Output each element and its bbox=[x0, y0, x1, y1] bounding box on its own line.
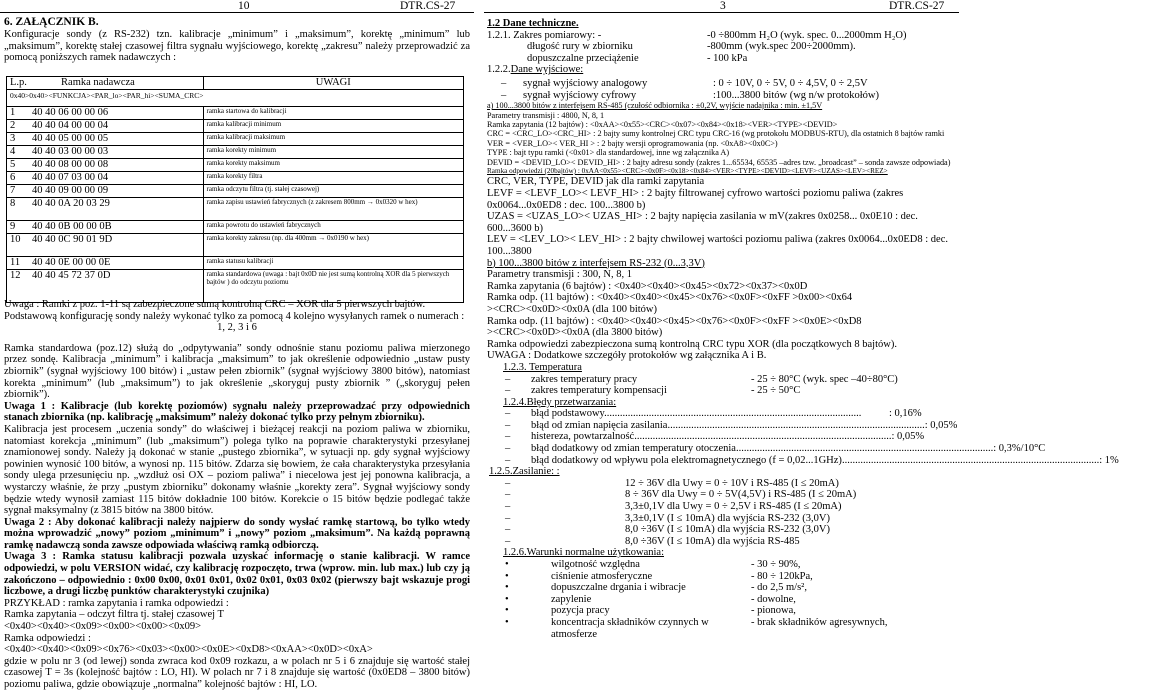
table-row bbox=[7, 270, 464, 303]
list-item: – 8,0 ÷36V (I ≤ 10mA) dla wyjścia RS-485 bbox=[505, 535, 800, 547]
left-page-number: 10 bbox=[238, 0, 250, 12]
list-item: – 3,3±0,1V (I ≤ 10mA) dla wyjścia RS-232 (3,0V) bbox=[505, 512, 830, 524]
tube-length-row: długość rury w zbiorniku -800mm (wyk.spec 200÷2000mm). bbox=[527, 41, 856, 53]
list-item: • pozycja pracy - pionowa, bbox=[505, 605, 796, 617]
right-doc-code: DTR.CS-27 bbox=[889, 0, 945, 12]
frames-table bbox=[6, 76, 464, 303]
table-row bbox=[7, 234, 464, 257]
proto-b-resp-3800: Ramka odp. (11 bajtów) : <0x40><0x40><0x45><0x76><0x0F><0xFF ><0x0E><0xD8 bbox=[487, 315, 862, 327]
frame-note-cell: ramka zapisu ustawień fabrycznych (z zakresem 800mm → 0x0320 w hex) bbox=[203, 198, 464, 221]
frame-note-cell: ramka powrotu do ustawień fabrycznych bbox=[203, 221, 464, 234]
list-item: – histereza, powtarzalność.................................................................................................. : 0,05% bbox=[505, 431, 925, 443]
after-table-block bbox=[4, 299, 470, 691]
list-item: – 8,0 ÷36V (I ≤ 10mA) dla wyjścia RS-232 (3,0V) bbox=[505, 524, 830, 536]
proto-b-resp-100-end: ><CRC><0x0D><0x0A (dla 100 bitów) bbox=[487, 303, 657, 315]
list-item: – błąd dodatkowy od zmian temperatury otoczenia.................................................................................................. : 0,3%/10°C bbox=[505, 443, 1046, 455]
intro-text: Konfiguracje sondy (z RS-232) tzn. kalibracje „minimum” i „maksimum”, korektę „minimum” lub „maksimum”, korektę stałej czasowej filtra sygnału wyjściowego, korektę „zakresu” należy przeprowadzić za pomocą poniższych ramek nadawczych : bbox=[4, 29, 470, 64]
temp-work-row: – zakres temperatury pracy - 25 ÷ 80°C (wyk. spec –40÷80°C) bbox=[505, 373, 898, 385]
table-row bbox=[7, 133, 464, 146]
table-row bbox=[7, 172, 464, 185]
standard-frame-paragraph: Ramka standardowa (poz.12) służą do „odpytywania” sondy odnośnie stanu poziomu paliwa mierzonego przez sondę. Kalibracja „minimum” i kalibracja „maksimum” to jak określenie odpowiednio „ustaw pusty zbiornik” (sygnał wyjściowy 100 bitów) i „ustaw pełen zbiornik” (sygnał wyjściowy 3800 bitów), natomiast korekta „minimum” (lub „maksimum”) to jak określenie „skoryguj pusty zbiornik ” („skoryguj pełen zbiornik”). bbox=[4, 342, 470, 401]
proto-a-response: Ramka odpowiedzi (20bajtów) : 0xAA<0x55><CRC><0x0F><0x18><0x84><VER><TYPE><DEVID><LEVF><UZAS><LEV><REZ> bbox=[487, 167, 888, 175]
frame-note-cell: ramka startowa do kalibracji bbox=[203, 107, 464, 120]
left-header-rule bbox=[0, 12, 474, 13]
uwaga-3: Uwaga 3 : Ramka statusu kalibracji pozwala uzyskać informację o stanie kalibracji. W ramce odpowiedzi, w polu VERSION widać, czy kalibrację rozpoczęto, trwa (wprow. min. lub max.) lub czy ją zakończono – odpowiednio : 0x00 0x00, 0x01 0x01, 0x02 0x01, 0x03 0x02 (pierwszy bajt wskazuje progi liczbowe, a drugi liczbę punktów charakterystyki czujnika) bbox=[4, 551, 470, 598]
frame-code-cell: 4 40 40 03 00 00 03 bbox=[7, 146, 204, 159]
frame-note-cell: ramka kalibracji minimum bbox=[203, 120, 464, 133]
table-row bbox=[7, 107, 464, 120]
proto-a-devid: DEVID = <DEVID_LO>< DEVID_HI> : 2 bajty adresu sondy (zakres 1...65534, 65535 –adres tzw. „broadcast” – sonda zawsze odpowiada) bbox=[487, 157, 951, 167]
proto-a-uzas: UZAS = <UZAS_LO>< UZAS_HI> : 2 bajty napięcia zasilania w mV(zakres 0x0258... 0x0E10 : dec. 600...3600 b) bbox=[487, 211, 918, 234]
list-item: – błąd od zmian napięcia zasilania.................................................................................................. : 0,05% bbox=[505, 419, 958, 431]
frame-note-cell: ramka korekty minimum bbox=[203, 146, 464, 159]
list-item: – błąd dodatkowy od wpływu pola elektromagnetycznego (f = 0,02...1GHz).................................................................................................. : 1% bbox=[505, 454, 1119, 466]
power-list bbox=[487, 478, 955, 548]
proto-b-resp-3800-end: ><CRC><0x0D><0x0A (dla 3800 bitów) bbox=[487, 327, 663, 339]
example-answer: Ramka odpowiedzi : bbox=[4, 632, 91, 644]
frame-note-cell: ramka odczytu filtra (tj. stałej czasowej) bbox=[203, 185, 464, 198]
list-item: • wilgotność względna - 30 ÷ 90%, bbox=[505, 559, 801, 570]
errors-list bbox=[487, 408, 1119, 466]
example-title: PRZYKŁAD : ramka zapytania i ramka odpowiedzi : bbox=[4, 597, 229, 609]
table-subheader-row bbox=[7, 90, 464, 107]
uwaga-2: Uwaga 2 : Aby dokonać kalibracji należy najpierw do sondy wysłać ramkę startową, bo tylko wtedy można wprowadzić „nowy” poziom „minimum” i „nowy” poziom „maksimum”. Na każdą poprawną ramkę nadawczą sonda zawsze odpowiada właściwą ramką odbiorczą. bbox=[4, 516, 470, 551]
conditions-title: 1.2.6.Warunki normalne użytkowania: bbox=[503, 547, 664, 559]
right-header-rule bbox=[484, 12, 959, 13]
config-frames: 1, 2, 3 i 6 bbox=[217, 322, 257, 334]
proto-a-levf: LEVF = <LEVF_LO>< LEVF_HI> : 2 bajty filtrowanej cyfrowo wartości poziomu paliwa (zakres 0x0064...0x0ED8 : dec. 100...3800 b) bbox=[487, 188, 904, 211]
table-row bbox=[7, 257, 464, 270]
left-page bbox=[0, 0, 474, 690]
right-page-header bbox=[484, 0, 959, 16]
example-explanation: gdzie w polu nr 3 (od lewej) sonda zwraca kod 0x09 rozkazu, a w polach nr 5 i 6 znajduje się wartość stałej czasowej T = 3s (kolejność bajtów : LO, HI). W polach nr 7 i 8 znajduje się wartość (0x0ED8 – 3800 bitów) poziomu paliwa, gdzie obowiązuje „normalna” kolejność bajtów : HI, LO. bbox=[4, 655, 470, 690]
digital-output-row: – sygnał wyjściowy cyfrowy :100...3800 bitów (wg n/w protokołów) bbox=[501, 89, 879, 101]
table-header-notes: UWAGI bbox=[203, 77, 464, 90]
frame-code-cell: 7 40 40 09 00 00 09 bbox=[7, 185, 204, 198]
frame-code-cell: 2 40 40 04 00 00 04 bbox=[7, 120, 204, 133]
errors-title: 1.2.4.Błędy przetwarzania: bbox=[503, 396, 617, 408]
proto-b-query: Ramka zapytania (6 bajtów) : <0x40><0x40><0x45><0x72><0x37><0x0D bbox=[487, 280, 808, 292]
proto-a-title: a) 100...3800 bitów z interfejsem RS-485 (czułość odbiornika : ±0,2V, wyjście nadajnika : min. ±1,5V bbox=[487, 101, 823, 111]
list-item: • koncentracja składników czynnych w atmosferze - brak składników agresywnych, bbox=[505, 616, 888, 640]
list-item: • ciśnienie atmosferyczne - 80 ÷ 120kPa, bbox=[505, 570, 813, 582]
frame-code-cell: 8 40 40 0A 20 03 29 bbox=[7, 198, 204, 221]
example-query-code: <0x40><0x40><0x09><0x00><0x00><0x09> bbox=[4, 621, 202, 633]
example-answer-code: <0x40><0x40><0x09><0x76><0x03><0x00><0x0E><0xD8><0xAA><0x0D><0xA> bbox=[4, 644, 373, 656]
temperature-title: 1.2.3. Temperatura bbox=[503, 361, 582, 373]
list-item: – 3,3±0,1V dla Uwy = 0 ÷ 2,5V i RS-485 (I ≤ 20mA) bbox=[505, 501, 842, 513]
table-row bbox=[7, 221, 464, 234]
table-row bbox=[7, 198, 464, 221]
list-item: • zapylenie - dowolne, bbox=[505, 593, 796, 605]
config-note: Podstawową konfigurację sondy należy wykonać tylko za pomocą 4 kolejno wysyłanych ramek o numerach : bbox=[4, 310, 465, 322]
range-row: 1.2.1. Zakres pomiarowy: - -0 ÷800mm H₂O (wyk. spec. 0...2000mm H₂O) bbox=[487, 29, 907, 41]
list-item: • dopuszczalne drgania i wibracje - do 2,5 m/s², bbox=[505, 582, 807, 594]
frame-code-cell: 1 40 40 06 00 00 06 bbox=[7, 107, 204, 120]
frame-code-cell: 6 40 40 07 03 00 04 bbox=[7, 172, 204, 185]
frame-note-cell: ramka kalibracji maksimum bbox=[203, 133, 464, 146]
list-item: – 8 ÷ 36V dla Uwy = 0 ÷ 5V(4,5V) i RS-485 (I ≤ 20mA) bbox=[505, 489, 857, 501]
frame-code-cell: 9 40 40 0B 00 00 0B bbox=[7, 221, 204, 234]
table-header-row bbox=[7, 77, 464, 90]
table-row bbox=[7, 185, 464, 198]
table-row bbox=[7, 146, 464, 159]
frame-code-cell: 12 40 40 45 72 37 0D bbox=[7, 270, 204, 303]
frame-note-cell: ramka korekty filtra bbox=[203, 172, 464, 185]
analog-output-row: – sygnał wyjściowy analogowy : 0 ÷ 10V, 0 ÷ 5V, 0 ÷ 4,5V, 0 ÷ 2,5V bbox=[501, 77, 868, 89]
frame-note-cell: ramka korekty zakresu (np. dla 400mm → 0x0190 w hex) bbox=[203, 234, 464, 257]
proto-a-type: TYPE : bajt typu ramki (<0x01> dla standardowej, inne wg załącznika A) bbox=[487, 148, 730, 158]
crc-note: Uwaga : Ramki z poz. 1-11 są zabezpieczone sumą kontrolną CRC – XOR dla 5 pierwszych bajtów. bbox=[4, 299, 426, 310]
right-body bbox=[487, 18, 1119, 640]
right-page bbox=[484, 0, 1119, 670]
proto-a-query: Ramka zapytania (12 bajtów) : <0xAA><0x55><CRC><0x07><0x84><0x18><VER><TYPE><DEVID> bbox=[487, 119, 838, 129]
proto-a-crc: CRC = <CRC_LO><CRC_HI> : 2 bajty sumy kontrolnej CRC typu CRC-16 (wg protokołu MODBUS-RTU), dla ostatnich 8 bajtów ramki bbox=[487, 129, 945, 139]
calibration-paragraph: Kalibracja jest procesem „uczenia sondy” do właściwej i bieżącej reakcji na poziom paliwa w zbiorniku, natomiast korekcja „minimum” (lub „maksimum”) polega tylko na poprawie charakterystyki przesyłanej znamionowej sondy. Należy ją dokonać w stanie „pustego zbiornika”, w sytuacji np. gdy sygnał wyjściowy powinien wynosić 100 bitów, a wynosi np. 115 bitów. Zdarza się bowiem, że cała charakterystyka przesyłania sondy ulega przesunięciu np. „wzdłuż osi OX – poziom paliwa” i niecelowa jest jej ponowna kalibracja, a wystarczy właśnie, że przy „pustym zbiorniku” dokonamy właśnie „korekty zera”. Sygnał wyjściowy sondy będzie wtedy wynosił zamiast 115 bitów dokładnie 100 bitów. Korekcie o 15 bitów będzie podlegać także sygnał maksymalny (z 3815 bitów na 3800 bitów. bbox=[4, 423, 470, 517]
list-item: – 12 ÷ 36V dla Uwy = 0 ÷ 10V i RS-485 (I ≤ 20mA) bbox=[505, 477, 839, 489]
frame-code-cell: 11 40 40 0E 00 00 0E bbox=[7, 257, 204, 270]
proto-b-note: UWAGA : Dodatkowe szczegóły protokołów wg załącznika A i B. bbox=[487, 350, 767, 362]
uwaga-1: Uwaga 1 : Kalibracje (lub korektę poziomów) sygnału należy przeprowadzać przy odpowiednich stanach zbiornika (np. kalibrację „maksimum” należy dokonać tylko przy pełnym zbiorniku). bbox=[4, 400, 470, 424]
list-item: – błąd podstawowy.................................................................................................. : 0,16% bbox=[505, 408, 922, 420]
proto-a-lev: LEV = <LEV_LO>< LEV_HI> : 2 bajty chwilowej wartości poziomu paliwa (zakres 0x0064...0x0ED8 : dec. 100...3800 bbox=[487, 234, 948, 257]
frame-code-cell: 3 40 40 05 00 00 05 bbox=[7, 133, 204, 146]
conditions-list bbox=[487, 559, 955, 640]
tech-data-title: 1.2 Dane techniczne. bbox=[487, 18, 579, 29]
table-row bbox=[7, 159, 464, 172]
proto-b-crc: Ramka odpowiedzi zabezpieczona sumą kontrolną CRC typu XOR (dla początkowych 8 bajtów). bbox=[487, 338, 897, 350]
example-query: Ramka zapytania – odczyt filtra tj. stałej czasowej T bbox=[4, 609, 224, 621]
frame-note-cell: ramka korekty maksimum bbox=[203, 159, 464, 172]
table-row bbox=[7, 120, 464, 133]
right-page-number: 3 bbox=[720, 0, 726, 12]
temp-comp-row: – zakres temperatury kompensacji - 25 ÷ 50°C bbox=[505, 385, 801, 397]
table-subheader: 0x40>0x40><FUNKCJA><PAR_lo><PAR_hi><SUMA_CRC> bbox=[7, 90, 464, 107]
frame-code-cell: 10 40 40 0C 90 01 9D bbox=[7, 234, 204, 257]
output-data-title: 1.2.2.Dane wyjściowe: bbox=[487, 64, 584, 76]
left-page-header bbox=[0, 0, 474, 16]
proto-a-params: Parametry transmisji : 4800, N, 8, 1 bbox=[487, 110, 605, 120]
table-header-frame: L.p. Ramka nadawcza bbox=[7, 77, 204, 90]
proto-a-crc-note: CRC, VER, TYPE, DEVID jak dla ramki zapytania bbox=[487, 176, 705, 188]
power-title: 1.2.5.Zasilanie: : bbox=[489, 466, 560, 478]
section-title: 6. ZAŁĄCZNIK B. bbox=[4, 16, 99, 28]
frame-note-cell: ramka statusu kalibracji bbox=[203, 257, 464, 270]
frame-code-cell: 5 40 40 08 00 00 08 bbox=[7, 159, 204, 172]
proto-b-title: b) 100...3800 bitów z interfejsem RS-232 (0...3,3V) bbox=[487, 257, 705, 269]
left-doc-code: DTR.CS-27 bbox=[400, 0, 456, 12]
proto-b-resp-100: Ramka odp. (11 bajtów) : <0x40><0x40><0x45><0x76><0x0F><0xFF >0x00><0x64 bbox=[487, 292, 853, 304]
frame-note-cell: ramka standardowa (uwaga : bajt 0x0D nie jest sumą kontrolną XOR dla 5 pierwszych bajtów ) do odczytu poziomu bbox=[203, 270, 464, 303]
proto-a-ver: VER = <VER_LO>< VER_HI > : 2 bajty wersji oprogramowania (np. <0xA8><0x0C>) bbox=[487, 138, 778, 148]
overload-row: dopuszczalne przeciążenie - 100 kPa bbox=[527, 52, 748, 64]
proto-b-params: Parametry transmisji : 300, N, 8, 1 bbox=[487, 269, 632, 281]
